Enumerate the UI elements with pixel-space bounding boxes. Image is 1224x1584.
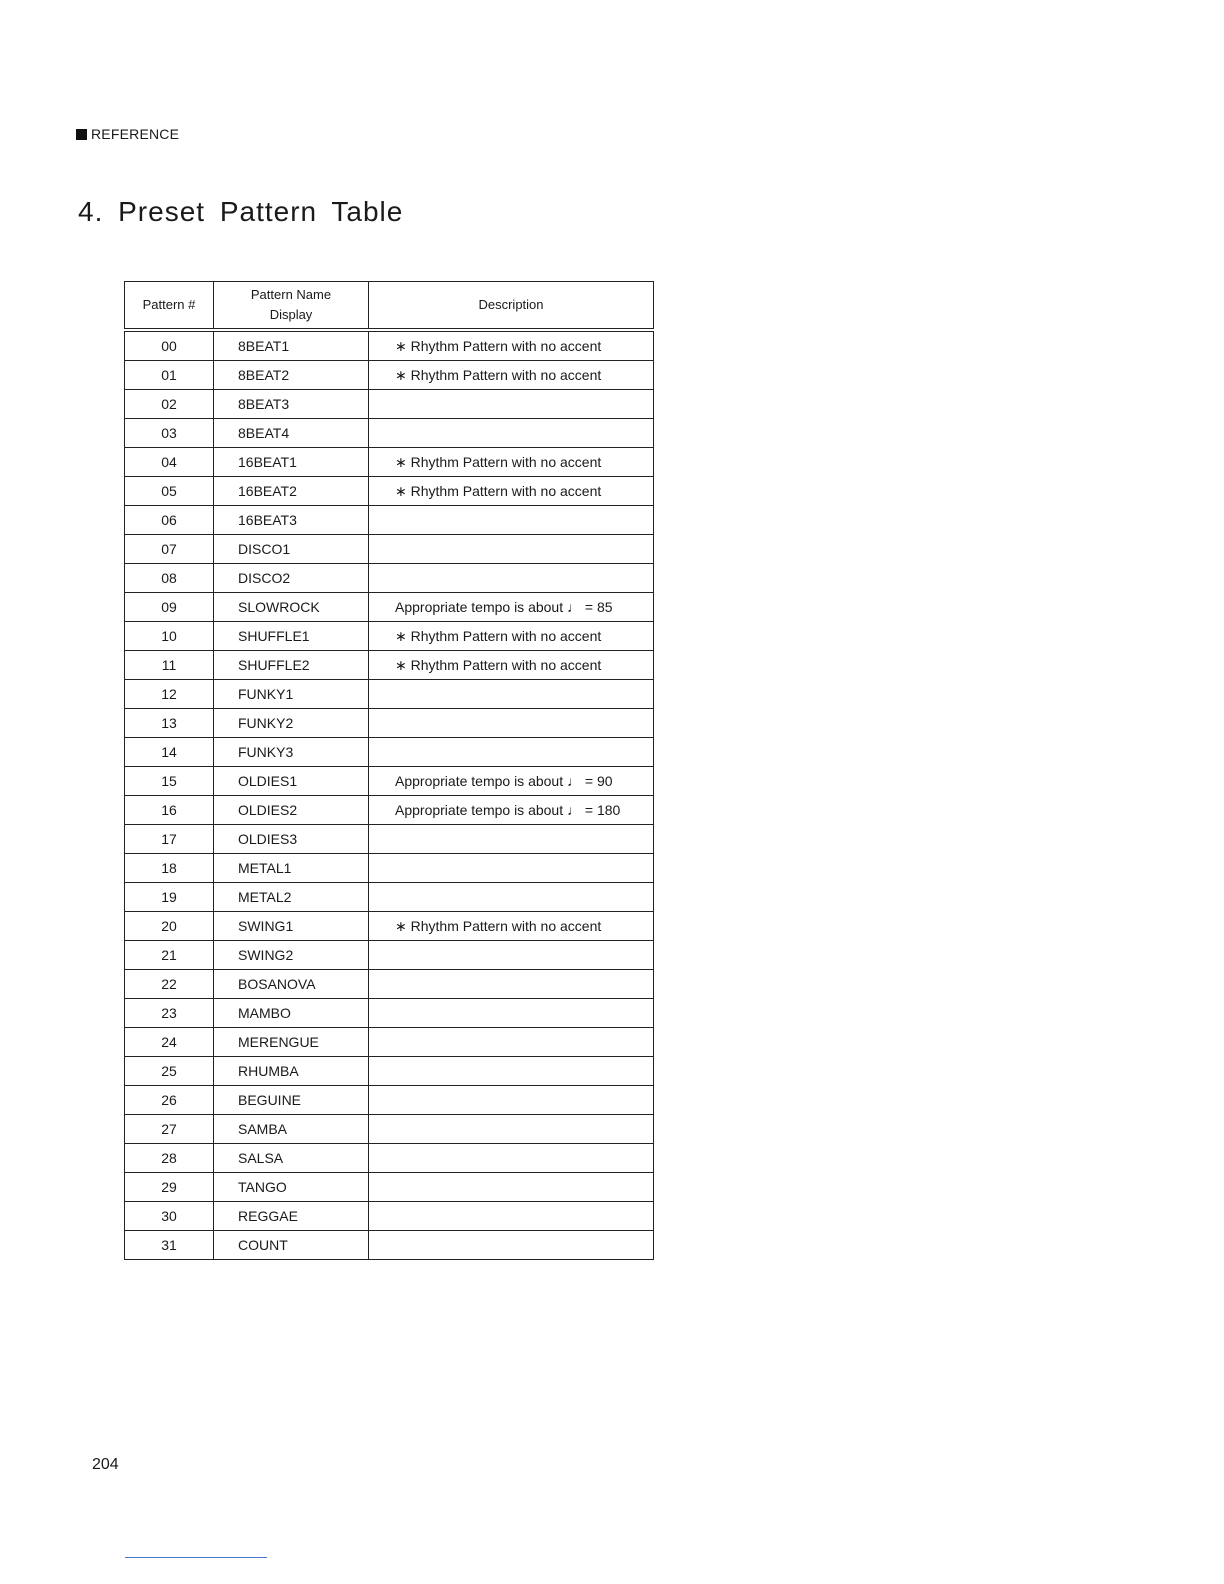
column-header-pattern-name: [214, 282, 369, 331]
table-row: [125, 767, 654, 796]
description-cell: Appropriate tempo is about ♩ = 85: [369, 593, 654, 622]
description-cell: [369, 883, 654, 912]
table-row: [125, 361, 654, 390]
description-cell: [369, 535, 654, 564]
pattern-number-cell: 28: [125, 1144, 214, 1173]
description-cell: [369, 1202, 654, 1231]
table-row: [125, 941, 654, 970]
table-row: [125, 1028, 654, 1057]
table-body: [125, 330, 654, 1260]
pattern-number-cell: 18: [125, 854, 214, 883]
table-row: [125, 593, 654, 622]
column-header-pattern-number: Pattern #: [125, 282, 214, 331]
pattern-number-cell: 05: [125, 477, 214, 506]
pattern-number-cell: 00: [125, 330, 214, 361]
description-cell: ∗ Rhythm Pattern with no accent: [369, 651, 654, 680]
pattern-name-cell: OLDIES3: [214, 825, 369, 854]
pattern-name-cell: OLDIES2: [214, 796, 369, 825]
column-header-name-line1: Pattern Name: [250, 287, 332, 302]
pattern-name-cell: BEGUINE: [214, 1086, 369, 1115]
pattern-number-cell: 07: [125, 535, 214, 564]
table-row: [125, 999, 654, 1028]
description-cell: [369, 825, 654, 854]
table-row: [125, 390, 654, 419]
table-row: [125, 1144, 654, 1173]
section-label-text: REFERENCE: [91, 126, 180, 142]
table-row: [125, 854, 654, 883]
pattern-name-cell: 16BEAT1: [214, 448, 369, 477]
description-cell: [369, 709, 654, 738]
pattern-number-cell: 25: [125, 1057, 214, 1086]
pattern-name-cell: FUNKY1: [214, 680, 369, 709]
pattern-number-cell: 11: [125, 651, 214, 680]
description-cell: ∗ Rhythm Pattern with no accent: [369, 330, 654, 361]
pattern-number-cell: 24: [125, 1028, 214, 1057]
table-row: [125, 535, 654, 564]
pattern-number-cell: 20: [125, 912, 214, 941]
pattern-name-cell: DISCO2: [214, 564, 369, 593]
pattern-number-cell: 06: [125, 506, 214, 535]
pattern-name-cell: SWING2: [214, 941, 369, 970]
pattern-name-cell: 8BEAT3: [214, 390, 369, 419]
table-row: [125, 651, 654, 680]
pattern-number-cell: 12: [125, 680, 214, 709]
pattern-name-cell: METAL2: [214, 883, 369, 912]
description-cell: [369, 999, 654, 1028]
pattern-number-cell: 02: [125, 390, 214, 419]
pattern-number-cell: 10: [125, 622, 214, 651]
description-cell: ∗ Rhythm Pattern with no accent: [369, 448, 654, 477]
pattern-name-cell: 16BEAT2: [214, 477, 369, 506]
pattern-name-cell: SLOWROCK: [214, 593, 369, 622]
description-cell: [369, 1231, 654, 1260]
pattern-name-cell: 8BEAT1: [214, 330, 369, 361]
pattern-name-cell: SHUFFLE2: [214, 651, 369, 680]
table-row: [125, 1202, 654, 1231]
description-cell: [369, 506, 654, 535]
pattern-number-cell: 16: [125, 796, 214, 825]
description-cell: ∗ Rhythm Pattern with no accent: [369, 477, 654, 506]
pattern-number-cell: 21: [125, 941, 214, 970]
table-row: [125, 330, 654, 361]
table-row: [125, 1057, 654, 1086]
table-row: [125, 622, 654, 651]
pattern-name-cell: REGGAE: [214, 1202, 369, 1231]
description-cell: [369, 1115, 654, 1144]
pattern-name-cell: 16BEAT3: [214, 506, 369, 535]
description-cell: [369, 1086, 654, 1115]
pattern-number-cell: 09: [125, 593, 214, 622]
pattern-number-cell: 15: [125, 767, 214, 796]
description-cell: [369, 1057, 654, 1086]
table-row: [125, 883, 654, 912]
description-cell: [369, 419, 654, 448]
description-cell: [369, 564, 654, 593]
pattern-number-cell: 22: [125, 970, 214, 999]
pattern-name-cell: MAMBO: [214, 999, 369, 1028]
preset-pattern-table: [124, 281, 654, 1260]
pattern-name-cell: RHUMBA: [214, 1057, 369, 1086]
pattern-number-cell: 04: [125, 448, 214, 477]
pattern-number-cell: 29: [125, 1173, 214, 1202]
description-cell: [369, 1028, 654, 1057]
pattern-number-cell: 31: [125, 1231, 214, 1260]
description-cell: Appropriate tempo is about ♩ = 180: [369, 796, 654, 825]
pattern-name-cell: DISCO1: [214, 535, 369, 564]
description-cell: [369, 1144, 654, 1173]
description-cell: [369, 1173, 654, 1202]
table-row: [125, 709, 654, 738]
pattern-number-cell: 27: [125, 1115, 214, 1144]
pattern-number-cell: 30: [125, 1202, 214, 1231]
description-cell: ∗ Rhythm Pattern with no accent: [369, 912, 654, 941]
description-cell: ∗ Rhythm Pattern with no accent: [369, 361, 654, 390]
pattern-name-cell: SALSA: [214, 1144, 369, 1173]
pattern-name-cell: 8BEAT4: [214, 419, 369, 448]
page-title: 4. Preset Pattern Table: [78, 196, 404, 227]
description-cell: [369, 738, 654, 767]
pattern-number-cell: 03: [125, 419, 214, 448]
pattern-number-cell: 14: [125, 738, 214, 767]
pattern-number-cell: 08: [125, 564, 214, 593]
description-cell: Appropriate tempo is about ♩ = 90: [369, 767, 654, 796]
pattern-name-cell: BOSANOVA: [214, 970, 369, 999]
pattern-number-cell: 17: [125, 825, 214, 854]
pattern-name-cell: FUNKY3: [214, 738, 369, 767]
table-row: [125, 912, 654, 941]
pattern-number-cell: 01: [125, 361, 214, 390]
table-row: [125, 477, 654, 506]
table-row: [125, 564, 654, 593]
table-header-row: [125, 282, 654, 331]
pattern-number-cell: 23: [125, 999, 214, 1028]
pattern-number-cell: 19: [125, 883, 214, 912]
table-row: [125, 738, 654, 767]
table-row: [125, 1173, 654, 1202]
table-row: [125, 970, 654, 999]
page-number: 204: [92, 1456, 119, 1473]
section-square-icon: [76, 129, 87, 140]
pattern-name-cell: OLDIES1: [214, 767, 369, 796]
table-row: [125, 1115, 654, 1144]
pattern-name-cell: TANGO: [214, 1173, 369, 1202]
table-row: [125, 796, 654, 825]
description-cell: ∗ Rhythm Pattern with no accent: [369, 622, 654, 651]
table-header: [125, 282, 654, 331]
description-cell: [369, 941, 654, 970]
description-cell: [369, 854, 654, 883]
pattern-name-cell: METAL1: [214, 854, 369, 883]
pattern-name-cell: FUNKY2: [214, 709, 369, 738]
description-cell: [369, 680, 654, 709]
table-row: [125, 506, 654, 535]
pattern-name-cell: 8BEAT2: [214, 361, 369, 390]
pattern-number-cell: 26: [125, 1086, 214, 1115]
section-label: [76, 126, 179, 142]
description-cell: [369, 390, 654, 419]
table-row: [125, 825, 654, 854]
table-row: [125, 1086, 654, 1115]
pattern-name-cell: SWING1: [214, 912, 369, 941]
footer-rule: [125, 1557, 267, 1558]
column-header-description: Description: [369, 282, 654, 331]
table-row: [125, 680, 654, 709]
pattern-name-cell: COUNT: [214, 1231, 369, 1260]
table-row: [125, 1231, 654, 1260]
column-header-name-line2: Display: [269, 307, 313, 322]
pattern-number-cell: 13: [125, 709, 214, 738]
table-row: [125, 448, 654, 477]
pattern-name-cell: MERENGUE: [214, 1028, 369, 1057]
table-row: [125, 419, 654, 448]
pattern-name-cell: SHUFFLE1: [214, 622, 369, 651]
pattern-name-cell: SAMBA: [214, 1115, 369, 1144]
description-cell: [369, 970, 654, 999]
